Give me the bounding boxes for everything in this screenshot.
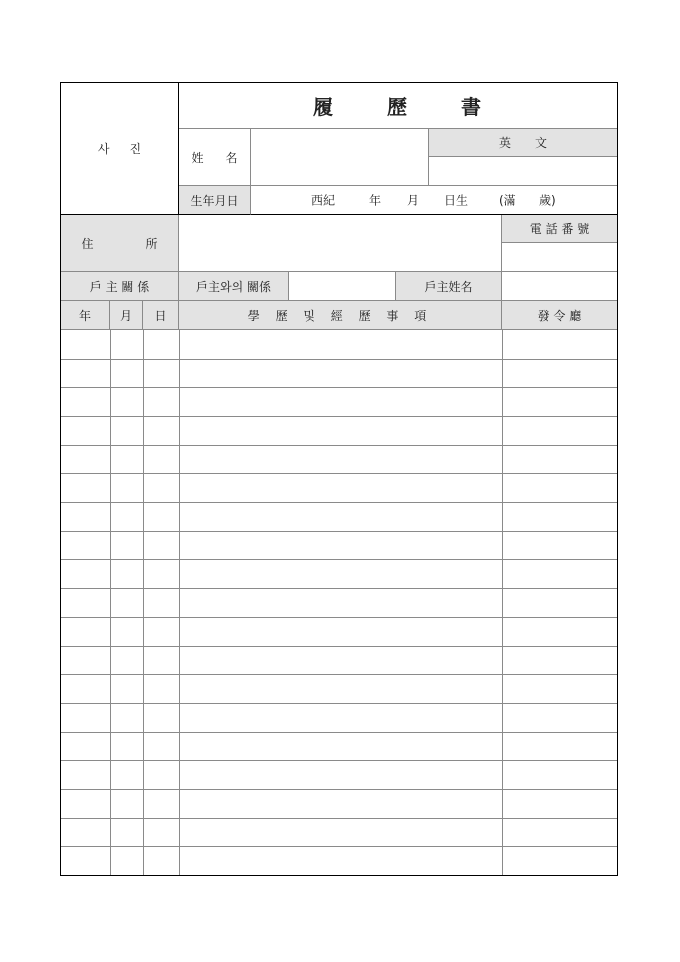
document-title bbox=[179, 83, 617, 129]
address-field[interactable] bbox=[179, 215, 502, 272]
grid-col-divider bbox=[179, 330, 180, 875]
name-field[interactable] bbox=[251, 129, 429, 186]
history-row-divider bbox=[61, 359, 617, 360]
phone-label: 電 話 番 號 bbox=[502, 215, 617, 243]
history-row-divider bbox=[61, 760, 617, 761]
history-row-divider bbox=[61, 588, 617, 589]
history-row-divider bbox=[61, 703, 617, 704]
phone-field[interactable] bbox=[502, 243, 617, 272]
birth-day: 日生 bbox=[444, 193, 469, 208]
history-row-divider bbox=[61, 674, 617, 675]
english-name-label: 英 文 bbox=[429, 129, 617, 157]
relation-field[interactable] bbox=[289, 272, 396, 301]
history-year-header: 年 bbox=[61, 301, 110, 330]
history-row-divider bbox=[61, 531, 617, 532]
grid-col-divider bbox=[110, 330, 111, 875]
title-char-2: 歷 bbox=[387, 95, 409, 119]
photo-box bbox=[61, 83, 179, 215]
household-head-label: 戶 主 關 係 bbox=[61, 272, 179, 301]
history-grid[interactable] bbox=[61, 330, 617, 875]
history-row-divider bbox=[61, 732, 617, 733]
photo-label-2: 진 bbox=[129, 142, 142, 156]
birth-month: 月 bbox=[407, 193, 420, 208]
grid-col-divider bbox=[143, 330, 144, 875]
birth-age-close: 歲) bbox=[539, 193, 556, 208]
head-name-label: 戶主姓名 bbox=[396, 272, 502, 301]
relation-label: 戶主와의 關係 bbox=[179, 272, 289, 301]
history-day-header: 日 bbox=[143, 301, 179, 330]
resume-form bbox=[60, 82, 618, 876]
history-row-divider bbox=[61, 617, 617, 618]
history-row-divider bbox=[61, 846, 617, 847]
head-name-field[interactable] bbox=[502, 272, 617, 301]
photo-label-1: 사 bbox=[97, 142, 110, 156]
history-details-header: 學 歷 및 經 歷 事 項 bbox=[179, 301, 502, 330]
history-row-divider bbox=[61, 559, 617, 560]
history-row-divider bbox=[61, 473, 617, 474]
grid-col-divider bbox=[502, 330, 503, 875]
history-row-divider bbox=[61, 646, 617, 647]
history-row-divider bbox=[61, 789, 617, 790]
history-row-divider bbox=[61, 818, 617, 819]
history-month-header: 月 bbox=[110, 301, 143, 330]
name-label: 姓 名 bbox=[179, 129, 251, 186]
birth-date-field[interactable] bbox=[251, 186, 617, 215]
history-row-divider bbox=[61, 502, 617, 503]
history-row-divider bbox=[61, 445, 617, 446]
history-row-divider bbox=[61, 416, 617, 417]
birth-era: 西紀 bbox=[311, 193, 336, 208]
title-char-1: 履 bbox=[313, 95, 335, 119]
birth-year: 年 bbox=[369, 193, 382, 208]
address-label: 住 所 bbox=[61, 215, 179, 272]
english-name-field[interactable] bbox=[429, 157, 617, 186]
title-char-3: 書 bbox=[461, 95, 483, 119]
birth-age-open: (滿 bbox=[499, 193, 516, 208]
history-office-header: 發 令 廳 bbox=[502, 301, 617, 330]
birth-date-label: 生年月日 bbox=[179, 186, 251, 215]
history-row-divider bbox=[61, 387, 617, 388]
